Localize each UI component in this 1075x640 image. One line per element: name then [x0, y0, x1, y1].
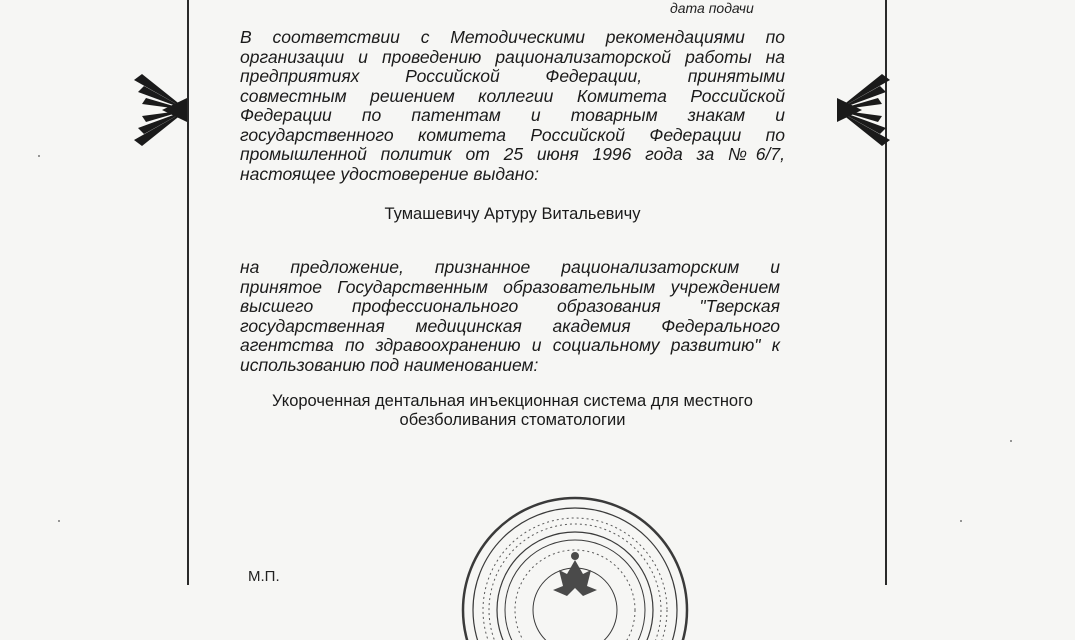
acceptance-line: использованию под наименованием:	[240, 354, 539, 375]
intro-line: промышленной политик от 25 июня 1996 года за №6/7,	[240, 144, 785, 164]
scan-speck	[960, 520, 962, 522]
acceptance-line: государственная медицинская академия Федерального	[240, 315, 780, 336]
scan-speck	[1010, 440, 1012, 442]
scan-speck	[58, 520, 60, 522]
proposal-title-line: обезболивания стоматологии	[399, 411, 626, 429]
intro-line: настоящее удостоверение выдано:	[240, 163, 539, 184]
scan-speck	[38, 155, 40, 157]
acceptance-line: на предложение, признанное рационализаторским и	[240, 257, 780, 277]
acceptance-line: высшего профессионального образования "Тверская	[240, 296, 780, 316]
intro-line: государственного комитета Российской Федерации по	[240, 124, 785, 145]
submission-date-label: дата подачи	[670, 0, 754, 16]
acceptance-paragraph	[240, 258, 780, 375]
left-ornament-icon	[132, 60, 212, 160]
acceptance-line: агентства по здравоохранению и социальному развитию" к	[240, 335, 780, 355]
intro-line: В соответствии с Методическими рекомендациями по	[240, 27, 785, 47]
right-ornament-icon	[812, 60, 892, 160]
intro-line: совместным решением коллегии Комитета Российской	[240, 85, 785, 106]
recipient-name: Тумашевичу Артуру Витальевичу	[384, 205, 641, 223]
proposal-title-line: Укороченная дентальная инъекционная система для местного	[272, 392, 753, 410]
intro-line: предприятиях Российской Федерации, принятыми	[240, 66, 785, 86]
intro-line: Федерации по патентам и товарным знакам и	[240, 105, 785, 125]
official-seal-stamp	[455, 490, 695, 640]
acceptance-line: принятое Государственным образовательным учреждением	[240, 276, 780, 297]
stamp-place-label: М.П.	[248, 568, 280, 585]
proposal-title	[240, 392, 785, 430]
intro-line: организации и проведению рационализаторской работы на	[240, 46, 785, 67]
intro-paragraph	[240, 28, 785, 184]
